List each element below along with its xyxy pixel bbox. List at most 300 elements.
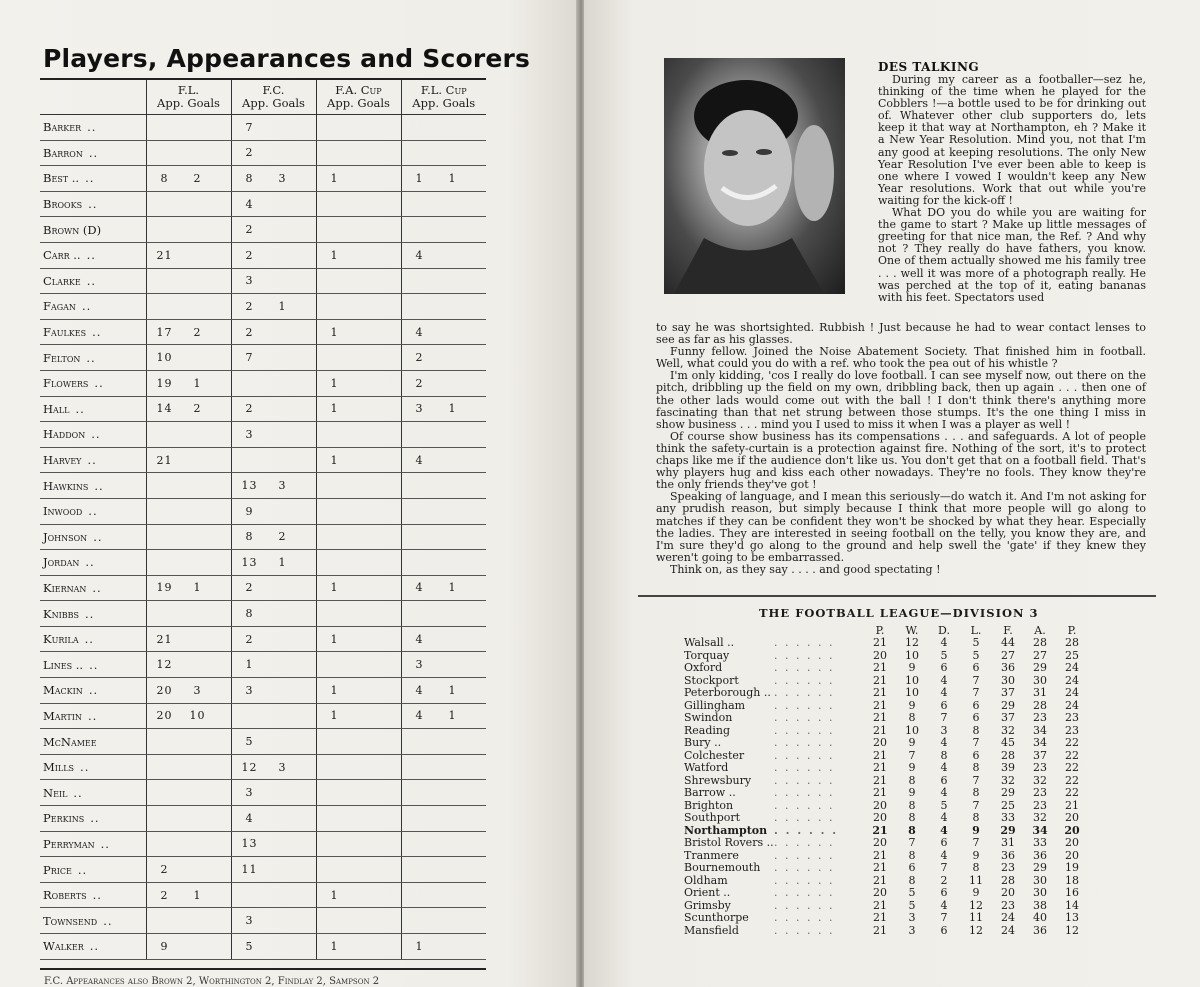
goals-value: 3 <box>193 683 202 697</box>
league-stat: 30 <box>1001 673 1015 687</box>
stat-cell-fl <box>146 191 231 217</box>
goals-value: 2 <box>193 325 202 339</box>
stat-cell-fa <box>316 242 401 268</box>
appearances-value: 2 <box>245 146 254 160</box>
article-paragraph: Funny fellow. Joined the Noise Abatement Society. That finished him in football. Well, what could you do with a ref. who took the pea out of his whistle ? <box>656 345 1146 371</box>
team-name: Northampton <box>684 823 768 837</box>
appearances-value: 1 <box>245 658 254 672</box>
league-stat: 3 <box>940 723 948 737</box>
stat-cell-fc <box>231 524 316 550</box>
stat-cell-fa <box>316 498 401 524</box>
league-stat: 20 <box>1065 811 1079 825</box>
stat-pair <box>147 581 231 594</box>
stat-cell-flc <box>401 908 486 934</box>
league-stat: 32 <box>1033 773 1047 787</box>
league-stat: 10 <box>905 686 919 700</box>
stat-cell-fc <box>231 754 316 780</box>
league-row <box>684 675 1088 688</box>
player-name: Perkins <box>43 811 85 826</box>
appearances-value: 8 <box>245 530 254 544</box>
stat-cell-fc <box>231 319 316 345</box>
stat-pair <box>232 914 316 927</box>
goals-value <box>268 940 298 953</box>
team-name: Shrewsbury <box>684 773 752 787</box>
stat-pair <box>232 556 316 569</box>
player-name-cell <box>40 831 146 857</box>
league-stat: 25 <box>1065 648 1079 662</box>
league-row <box>684 850 1088 863</box>
goals-value <box>183 940 213 953</box>
stat-pair <box>232 863 316 876</box>
appearances-value: 20 <box>156 683 173 697</box>
table-row <box>40 831 486 857</box>
stat-pair <box>147 709 231 722</box>
player-name: Faulkes <box>43 325 87 340</box>
team-name: Bournemouth <box>684 861 761 875</box>
player-name-cell <box>40 370 146 396</box>
stat-cell-fc <box>231 191 316 217</box>
league-table-title: THE FOOTBALL LEAGUE—DIVISION 3 <box>759 606 1039 620</box>
table-row <box>40 166 486 192</box>
table-row <box>40 191 486 217</box>
league-stat: 8 <box>908 773 916 787</box>
stat-cell-fc <box>231 882 316 908</box>
stat-pair <box>232 581 316 594</box>
goals-value <box>353 709 383 722</box>
stat-cell-fc <box>231 115 316 141</box>
team-name: Torquay <box>684 648 730 662</box>
appearances-value: 1 <box>330 581 339 595</box>
appearances-value: 21 <box>156 248 173 262</box>
league-row <box>684 637 1088 650</box>
stat-cell-fc <box>231 268 316 294</box>
table-row <box>40 498 486 524</box>
player-name: Knibbs <box>43 606 79 621</box>
league-stat: 29 <box>1000 823 1016 837</box>
leader-dots: . . . . . . <box>774 911 835 925</box>
table-row <box>40 703 486 729</box>
stat-pair <box>232 530 316 543</box>
team-name: Reading <box>684 723 731 737</box>
stat-cell-fl <box>146 524 231 550</box>
leader-dots: .. <box>80 760 90 775</box>
league-row <box>684 725 1088 738</box>
team-name: Colchester <box>684 748 745 762</box>
appearances-value: 2 <box>415 376 424 390</box>
stat-cell-fc <box>231 780 316 806</box>
stat-cell-fl <box>146 115 231 141</box>
table-row <box>40 473 486 499</box>
stat-cell-fa <box>316 934 401 960</box>
appearances-value: 1 <box>330 939 339 953</box>
leader-dots: .. <box>86 248 96 263</box>
league-stat: 9 <box>972 848 980 862</box>
stat-cell-fl <box>146 754 231 780</box>
player-name-cell <box>40 626 146 652</box>
league-stat: 9 <box>908 736 916 750</box>
team-name: Watford <box>684 761 729 775</box>
goals-value: 2 <box>193 402 202 416</box>
league-stat: 36 <box>1001 848 1015 862</box>
stat-pair <box>402 454 487 467</box>
stat-pair <box>232 198 316 211</box>
league-stat: 33 <box>1001 811 1015 825</box>
league-row <box>684 775 1088 788</box>
league-stat: 7 <box>972 773 980 787</box>
header-sub-label: App. Goals <box>412 96 476 110</box>
article-paragraph: Of course show business has its compensations . . . and safeguards. A lot of people think the safety-curtain is a protection against fire. Nothing of the sort, it's to protect chaps like me if the audience don't like us. You don't get that on a football field. That's why players hug and kiss each other nowadays. They're no fools. They know they're the only friends they've got ! <box>656 429 1146 492</box>
stat-cell-fa <box>316 473 401 499</box>
league-stat: 8 <box>940 748 948 762</box>
stat-cell-fa <box>316 268 401 294</box>
league-stat: 12 <box>1065 923 1079 937</box>
table-row <box>40 447 486 473</box>
stat-cell-fl <box>146 370 231 396</box>
goals-value: 2 <box>193 171 202 185</box>
league-stat: 4 <box>940 823 948 837</box>
player-name-cell <box>40 780 146 806</box>
appearances-value: 1 <box>330 171 339 185</box>
appearances-value: 19 <box>156 581 173 595</box>
stat-cell-flc <box>401 780 486 806</box>
league-stat: 38 <box>1033 898 1047 912</box>
leader-dots: . . . . . . <box>774 798 835 812</box>
goals-value: 1 <box>448 402 457 416</box>
player-name: Hawkins <box>43 478 89 493</box>
appearances-value: 2 <box>245 248 254 262</box>
league-stat: 29 <box>1033 661 1047 675</box>
players-table <box>40 80 486 960</box>
player-name: Brown (D) <box>43 222 102 237</box>
goals-value <box>268 863 298 876</box>
player-name: Martin <box>43 708 82 723</box>
goals-value <box>353 581 383 594</box>
stat-pair <box>232 326 316 339</box>
goals-value <box>268 223 298 236</box>
league-header-dots <box>774 624 864 637</box>
league-stat: 23 <box>1033 786 1047 800</box>
stat-pair <box>232 428 316 441</box>
stat-cell-fl <box>146 268 231 294</box>
stat-cell-fc <box>231 652 316 678</box>
appearances-value: 2 <box>245 223 254 237</box>
stat-pair <box>147 377 231 390</box>
league-row <box>684 925 1088 938</box>
team-name: Oxford <box>684 661 723 675</box>
stat-cell-flc <box>401 345 486 371</box>
stat-cell-fl <box>146 857 231 883</box>
stat-cell-fl <box>146 780 231 806</box>
stat-cell-fa <box>316 729 401 755</box>
league-stat: 23 <box>1033 761 1047 775</box>
league-stat: 4 <box>940 636 948 650</box>
footnote: F.C. Appearances also Brown 2, Worthington 2, Findlay 2, Sampson 2 <box>44 976 380 987</box>
league-stat: 7 <box>908 836 916 850</box>
leader-dots: .. <box>75 401 85 416</box>
stat-cell-fl <box>146 934 231 960</box>
player-name: Flowers <box>43 376 89 391</box>
league-stat: 29 <box>1001 786 1015 800</box>
league-stat: 6 <box>908 861 916 875</box>
appearances-value: 5 <box>245 735 254 749</box>
goals-value <box>268 351 298 364</box>
league-stat: 20 <box>873 798 887 812</box>
appearances-value: 1 <box>330 325 339 339</box>
stat-cell-fa <box>316 575 401 601</box>
league-stat: 21 <box>873 636 887 650</box>
stat-pair <box>147 402 231 415</box>
stat-pair <box>147 889 231 902</box>
goals-value <box>268 505 298 518</box>
league-table <box>684 624 1088 937</box>
stat-pair <box>147 326 231 339</box>
league-header-for: F. <box>1003 624 1013 637</box>
stat-cell-fa <box>316 115 401 141</box>
league-stat: 27 <box>1001 648 1015 662</box>
leader-dots: . . . . . . <box>774 773 835 787</box>
stat-cell-flc <box>401 754 486 780</box>
table-row <box>40 626 486 652</box>
table-row <box>40 370 486 396</box>
appearances-value: 10 <box>156 351 173 365</box>
stat-cell-fc <box>231 550 316 576</box>
appearances-value: 1 <box>330 683 339 697</box>
stat-pair <box>232 479 316 492</box>
stat-cell-flc <box>401 524 486 550</box>
league-stat: 14 <box>1065 898 1079 912</box>
player-name-cell <box>40 268 146 294</box>
stat-cell-fa <box>316 678 401 704</box>
stat-cell-flc <box>401 396 486 422</box>
stat-cell-fc <box>231 345 316 371</box>
team-name: Brighton <box>684 798 734 812</box>
appearances-value: 7 <box>245 351 254 365</box>
stat-pair <box>317 326 401 339</box>
stat-cell-fa <box>316 550 401 576</box>
goals-value <box>268 658 298 671</box>
leader-dots: .. <box>87 120 97 135</box>
stat-pair <box>402 658 487 671</box>
league-stat: 10 <box>905 673 919 687</box>
article-full-text <box>656 322 1146 576</box>
player-name-cell <box>40 115 146 141</box>
section-rule <box>638 595 1156 597</box>
league-stat: 9 <box>908 761 916 775</box>
stat-pair <box>147 658 231 671</box>
stat-cell-fc <box>231 166 316 192</box>
leader-dots: .. <box>87 708 98 723</box>
player-name-cell <box>40 575 146 601</box>
league-row <box>684 687 1088 700</box>
goals-value <box>268 735 298 748</box>
player-name-cell <box>40 498 146 524</box>
header-fa-cup <box>316 80 401 115</box>
stat-cell-flc <box>401 831 486 857</box>
goals-value <box>353 249 383 262</box>
player-name: Mackin <box>43 683 83 698</box>
player-name: Barron <box>43 145 83 160</box>
table-row <box>40 550 486 576</box>
stat-pair <box>402 172 487 185</box>
league-stat: 3 <box>908 923 916 937</box>
league-stat: 6 <box>972 711 980 725</box>
stat-cell-flc <box>401 703 486 729</box>
league-stat: 10 <box>905 648 919 662</box>
league-stat: 3 <box>908 911 916 925</box>
header-sub-label: App. Goals <box>242 96 305 110</box>
stat-cell-fl <box>146 319 231 345</box>
league-stat: 6 <box>940 661 948 675</box>
league-stat: 37 <box>1001 686 1015 700</box>
goals-value <box>353 402 383 415</box>
league-stat: 24 <box>1001 911 1015 925</box>
player-name-cell <box>40 934 146 960</box>
league-stat: 36 <box>1033 923 1047 937</box>
player-name: Kurila <box>43 632 79 647</box>
goals-value <box>438 351 468 364</box>
stat-cell-flc <box>401 729 486 755</box>
league-stat: 6 <box>972 698 980 712</box>
goals-value <box>353 684 383 697</box>
league-stat: 12 <box>969 923 983 937</box>
stat-pair <box>232 274 316 287</box>
league-stat: 39 <box>1001 761 1015 775</box>
stat-cell-flc <box>401 294 486 320</box>
league-stat: 9 <box>908 661 916 675</box>
stat-cell-fl <box>146 908 231 934</box>
league-stat: 45 <box>1001 736 1015 750</box>
goals-value <box>353 326 383 339</box>
team-name: Grimsby <box>684 898 731 912</box>
stat-pair <box>147 633 231 646</box>
appearances-value: 4 <box>415 248 424 262</box>
header-sub-label: App. Goals <box>157 96 220 110</box>
stat-cell-flc <box>401 370 486 396</box>
stat-cell-fa <box>316 166 401 192</box>
stat-cell-flc <box>401 498 486 524</box>
appearances-value: 1 <box>415 171 424 185</box>
league-stat: 8 <box>908 711 916 725</box>
stat-pair <box>232 505 316 518</box>
stat-pair <box>232 658 316 671</box>
league-stat: 36 <box>1001 661 1015 675</box>
appearances-value: 2 <box>415 351 424 365</box>
stat-cell-fl <box>146 703 231 729</box>
stat-cell-fl <box>146 447 231 473</box>
stat-pair <box>317 249 401 262</box>
stat-pair <box>317 454 401 467</box>
leader-dots: . . . . . . <box>774 923 835 937</box>
league-row <box>684 887 1088 900</box>
player-name: Hall <box>43 401 70 416</box>
article-paragraph: to say he was shortsighted. Rubbish ! Just because he had to wear contact lenses to see as far as his glasses. <box>656 321 1146 347</box>
stat-pair <box>402 709 487 722</box>
leader-dots: . . . . . . <box>774 861 835 875</box>
goals-value: 1 <box>448 581 457 595</box>
goals-value: 1 <box>193 376 202 390</box>
league-stat: 20 <box>873 648 887 662</box>
goals-value: 10 <box>189 709 206 723</box>
player-name: Inwood <box>43 504 83 519</box>
stat-cell-fa <box>316 626 401 652</box>
league-stat: 40 <box>1033 911 1047 925</box>
leader-dots: .. <box>89 657 99 672</box>
table-row <box>40 754 486 780</box>
goals-value: 1 <box>278 555 287 569</box>
player-name: Mills <box>43 760 75 775</box>
stat-cell-fl <box>146 166 231 192</box>
appearances-value: 8 <box>245 607 254 621</box>
player-name-cell <box>40 396 146 422</box>
league-stat: 7 <box>972 686 980 700</box>
stat-cell-fc <box>231 831 316 857</box>
league-stat: 4 <box>940 898 948 912</box>
appearances-value: 1 <box>330 709 339 723</box>
player-name-cell <box>40 473 146 499</box>
league-stat: 6 <box>940 836 948 850</box>
league-stat: 19 <box>1065 861 1079 875</box>
table-row <box>40 319 486 345</box>
league-stat: 8 <box>972 811 980 825</box>
stat-cell-flc <box>401 319 486 345</box>
league-stat: 21 <box>873 911 887 925</box>
league-stat: 9 <box>972 886 980 900</box>
leader-dots: .. <box>86 273 97 288</box>
player-name: Best .. <box>43 171 80 186</box>
goals-value <box>183 351 213 364</box>
stat-cell-fl <box>146 729 231 755</box>
league-stat: 20 <box>873 886 887 900</box>
league-stat: 24 <box>1065 686 1079 700</box>
player-name-cell <box>40 652 146 678</box>
stat-cell-fa <box>316 780 401 806</box>
stat-pair <box>317 940 401 953</box>
table-row <box>40 575 486 601</box>
league-stat: 5 <box>940 798 948 812</box>
appearances-value: 12 <box>156 658 173 672</box>
stat-cell-flc <box>401 166 486 192</box>
goals-value <box>268 581 298 594</box>
appearances-value: 1 <box>330 888 339 902</box>
league-stat: 8 <box>972 761 980 775</box>
table-row <box>40 806 486 832</box>
leader-dots: .. <box>100 836 110 851</box>
stat-cell-fl <box>146 422 231 448</box>
leader-dots: .. <box>73 785 83 800</box>
player-name-cell <box>40 806 146 832</box>
league-stat: 11 <box>969 873 983 887</box>
league-stat: 13 <box>1065 911 1079 925</box>
league-stat: 9 <box>972 823 980 837</box>
stat-cell-fc <box>231 934 316 960</box>
stat-pair <box>232 812 316 825</box>
goals-value <box>353 940 383 953</box>
player-name: Price <box>43 862 72 877</box>
league-stat: 22 <box>1065 761 1079 775</box>
stat-pair <box>232 351 316 364</box>
table-row <box>40 908 486 934</box>
stat-cell-flc <box>401 422 486 448</box>
appearances-value: 2 <box>245 581 254 595</box>
league-stat: 4 <box>940 848 948 862</box>
stat-cell-fl <box>146 831 231 857</box>
stat-pair <box>232 940 316 953</box>
leader-dots: . . . . . . <box>774 761 835 775</box>
goals-value <box>183 863 213 876</box>
team-name: Scunthorpe <box>684 911 749 925</box>
league-stat: 20 <box>1001 886 1015 900</box>
league-stat: 37 <box>1001 711 1015 725</box>
